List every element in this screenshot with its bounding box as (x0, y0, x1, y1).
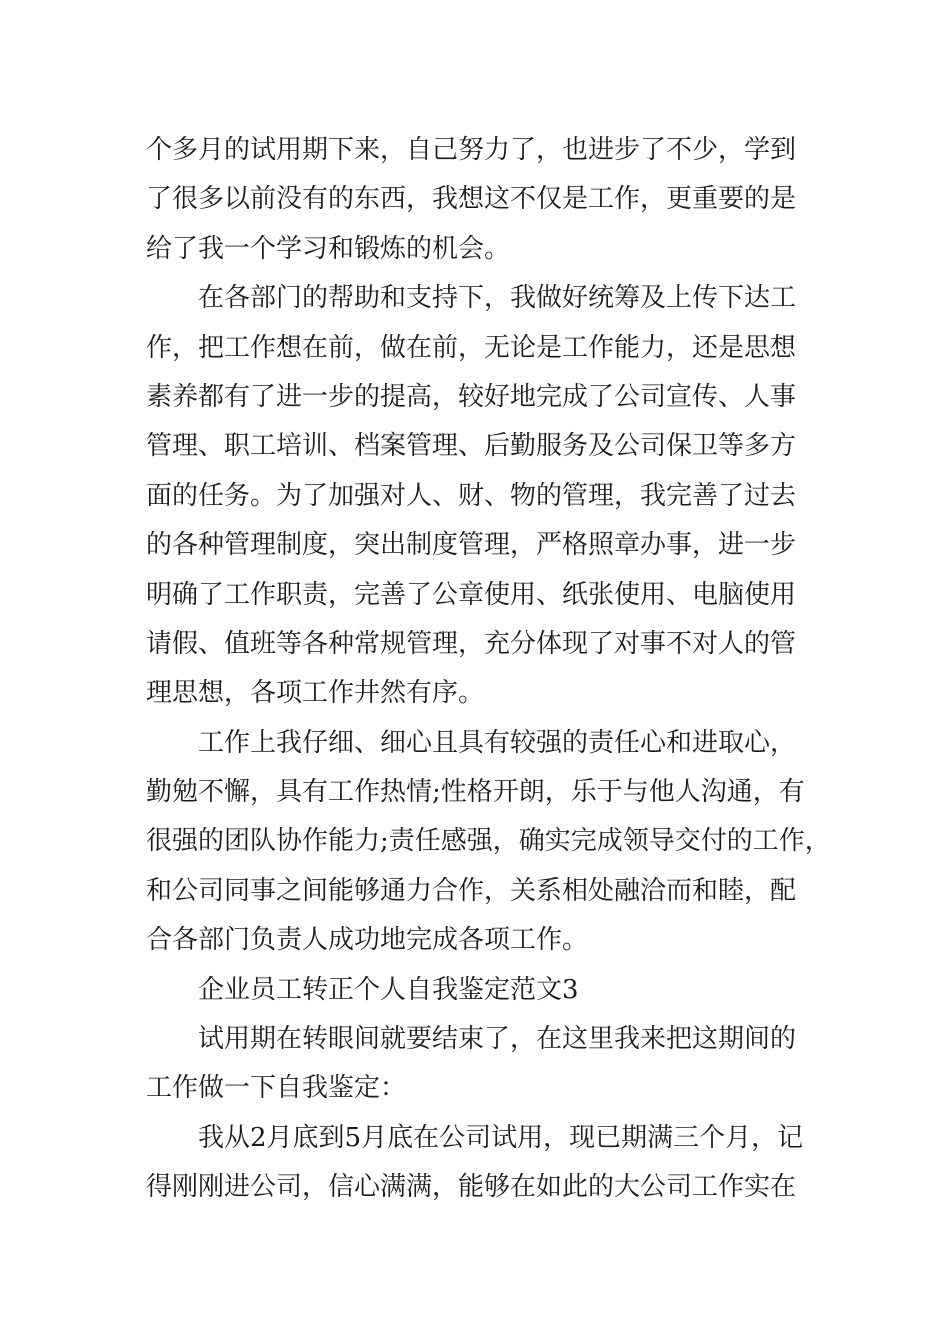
text-line: 管理、职工培训、档案管理、后勤服务及公司保卫等多方 (146, 431, 797, 462)
text-line: 面的任务。为了加强对人、财、物的管理，我完善了过去 (146, 480, 797, 511)
text-line: 的各种管理制度，突出制度管理，严格照章办事，进一步 (146, 530, 797, 561)
paragraph-start-line: 试用期在转眼间就要结束了，在这里我来把这期间的 (198, 1024, 797, 1055)
document-body (146, 126, 831, 1213)
text-line: 很强的团队协作能力;责任感强，确实完成领导交付的工作， (146, 826, 831, 857)
text-line: 理思想，各项工作井然有序。 (146, 678, 485, 709)
text-line: 勤勉不懈，具有工作热情;性格开朗，乐于与他人沟通，有 (146, 777, 805, 808)
text-line: 工作做一下自我鉴定： (146, 1073, 407, 1104)
section-heading: 企业员工转正个人自我鉴定范文3 (198, 974, 579, 1005)
text-line: 得刚刚进公司，信心满满，能够在如此的大公司工作实在 (146, 1172, 797, 1203)
paragraph-start-line: 在各部门的帮助和支持下，我做好统筹及上传下达工 (198, 283, 797, 314)
text-line: 和公司同事之间能够通力合作，关系相处融洽而和睦，配 (146, 875, 797, 906)
text-line: 合各部门负责人成功地完成各项工作。 (146, 925, 589, 956)
text-line: 素养都有了进一步的提高，较好地完成了公司宣传、人事 (146, 381, 797, 412)
paragraph-start-line: 工作上我仔细、细心且具有较强的责任心和进取心， (198, 727, 797, 758)
paragraph-start-line: 我从2月底到5月底在公司试用，现已期满三个月，记 (198, 1122, 804, 1153)
text-line: 个多月的试用期下来，自己努力了，也进步了不少，学到 (146, 135, 797, 165)
text-line: 作，把工作想在前，做在前，无论是工作能力，还是思想 (146, 332, 797, 363)
text-line: 给了我一个学习和锻炼的机会。 (146, 233, 511, 264)
text-line: 请假、值班等各种常规管理，充分体现了对事不对人的管 (146, 628, 797, 659)
text-line: 了很多以前没有的东西，我想这不仅是工作，更重要的是 (146, 184, 797, 215)
text-line: 明确了工作职责，完善了公章使用、纸张使用、电脑使用 (146, 579, 797, 610)
